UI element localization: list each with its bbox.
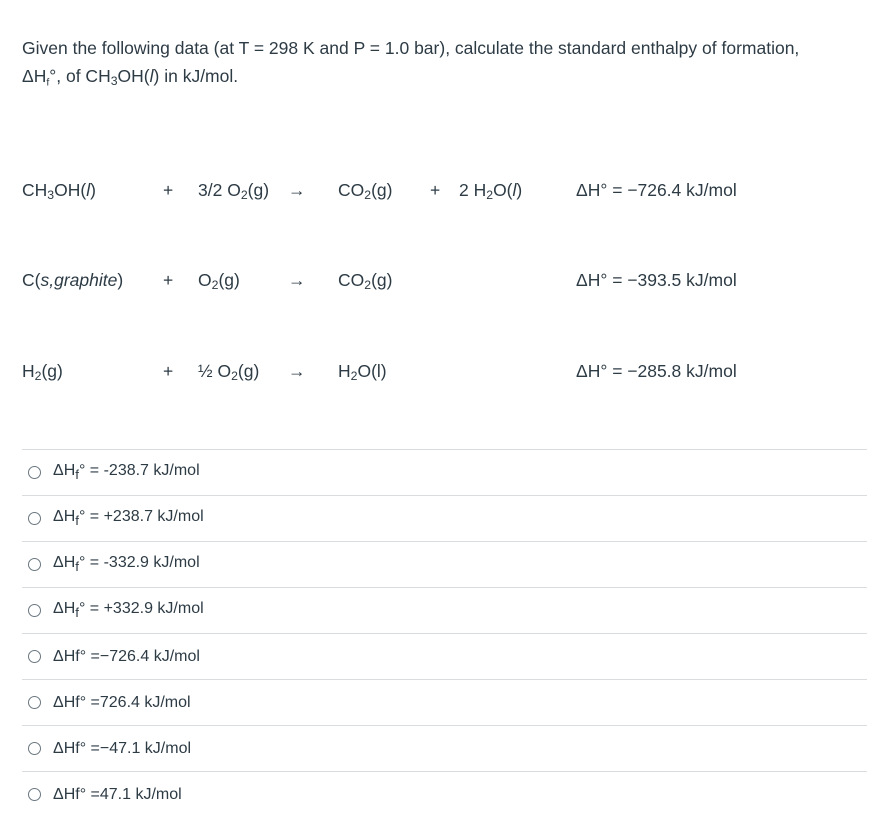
eq2-plus: +	[163, 270, 174, 290]
answer-label: $\Delta H_f^\circ = -238.7$ kJ/mol	[53, 462, 200, 483]
answer-option-7[interactable]	[22, 725, 867, 771]
eq1-arrow-icon: →	[288, 180, 306, 200]
eq2-reactant2: $O_2(g)$	[198, 270, 240, 293]
formation-subscript: f	[46, 76, 50, 89]
radio-button[interactable]	[28, 742, 41, 755]
question-of-text: °, of CH	[49, 66, 111, 86]
eq1-product1: $CO_2(g)$	[338, 180, 393, 203]
answer-option-2[interactable]	[22, 495, 867, 541]
radio-button[interactable]	[28, 604, 41, 617]
answer-option-3[interactable]	[22, 541, 867, 587]
delta-h-symbol: ΔH	[22, 66, 47, 86]
eq1-reactant2: 3/2 $O_2(g)$	[198, 180, 270, 203]
radio-button[interactable]	[28, 650, 41, 663]
answer-list	[22, 449, 867, 817]
eq3-reactant1: $H_2(g)$	[22, 361, 63, 384]
eq2-reactant1: C(s,graphite)	[22, 270, 124, 290]
answer-option-5[interactable]	[22, 633, 867, 679]
equation-row-1	[0, 180, 890, 210]
question-end-text: ) in kJ/mol.	[153, 66, 239, 86]
eq1-plus2: +	[430, 180, 441, 200]
radio-button[interactable]	[28, 696, 41, 709]
eq2-arrow-icon: →	[288, 270, 306, 290]
question-text	[22, 34, 872, 90]
radio-button[interactable]	[28, 466, 41, 479]
eq3-enthalpy: ΔH° = −285.8 kJ/mol	[576, 361, 737, 381]
radio-button[interactable]	[28, 788, 41, 801]
radio-button[interactable]	[28, 558, 41, 571]
eq3-product1: $H_2O(l)$	[338, 361, 387, 384]
answer-label: ΔHf° =726.4 kJ/mol	[53, 693, 191, 711]
eq1-enthalpy: ΔH° = −726.4 kJ/mol	[576, 180, 737, 200]
eq2-enthalpy: ΔH° = −393.5 kJ/mol	[576, 270, 737, 290]
liquid-state-text: l	[149, 66, 154, 86]
eq1-reactant1: $CH_3OH(l)$	[22, 180, 96, 203]
methanol-oh-text: OH(	[117, 66, 150, 86]
eq1-product2: 2 $H_2O(l)$	[459, 180, 523, 203]
answer-label: $\Delta H_f^\circ = +238.7$ kJ/mol	[53, 508, 204, 529]
question-line-2	[22, 62, 872, 90]
answer-option-4[interactable]	[22, 587, 867, 633]
answer-label: ΔHf° =−47.1 kJ/mol	[53, 739, 192, 757]
eq3-arrow-icon: →	[288, 361, 306, 381]
answer-label: ΔHf° =−726.4 kJ/mol	[53, 647, 200, 665]
eq3-plus: +	[163, 361, 174, 381]
question-line-1: Given the following data (at T = 298 K and P = 1.0 bar), calculate the standard enthalpy of formation,	[22, 38, 800, 58]
eq1-plus: +	[163, 180, 174, 200]
answer-option-8[interactable]	[22, 771, 867, 817]
equation-row-2	[0, 270, 890, 300]
radio-button[interactable]	[28, 512, 41, 525]
answer-option-6[interactable]	[22, 679, 867, 725]
equation-row-3	[0, 361, 890, 391]
methanol-subscript: 3	[110, 74, 118, 89]
answer-label: $\Delta H_f^\circ = +332.9$ kJ/mol	[53, 600, 204, 621]
answer-option-1[interactable]	[22, 449, 867, 495]
answer-label: $\Delta H_f^\circ = -332.9$ kJ/mol	[53, 554, 200, 575]
eq2-product1: $CO_2(g)$	[338, 270, 393, 293]
eq3-reactant2: ½ $O_2(g)$	[198, 361, 260, 384]
answer-label: ΔHf° =47.1 kJ/mol	[53, 785, 182, 803]
